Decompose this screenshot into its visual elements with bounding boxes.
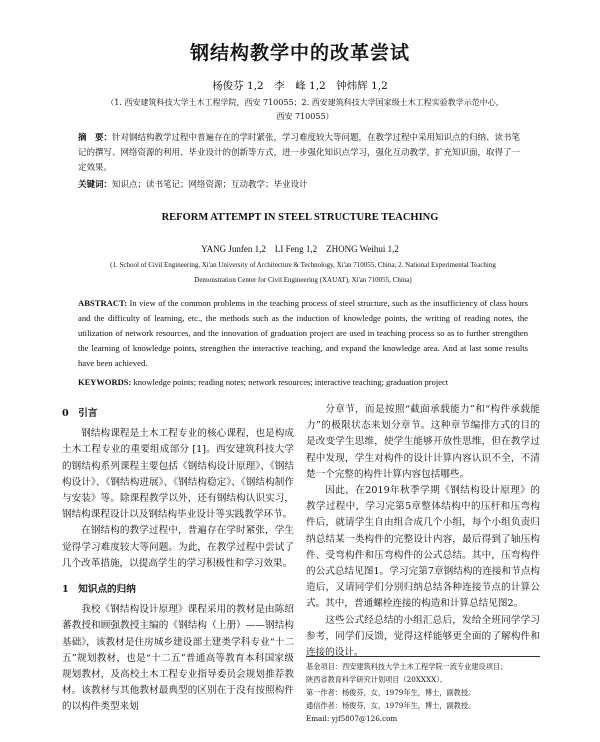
abstract-cn-text: 针对钢结构教学过程中普遍存在的学时紧张，学习难度较大等问题，在教学过程中采用知识点的归纳、读书笔记的撰写、网络资源的利用、毕业设计的创新等方式，进一步强化知识点学习，强化互动教学，扩充知识面，取得了一定效果。 xyxy=(78,133,521,173)
affiliation-en-line-2: Demonstration Center for Civil Engineering (XAUAT), Xi'an 710055, China) xyxy=(194,276,412,284)
authors-en: YANG Junfen 1,2 LI Feng 1,2 ZHONG Weihui 1,2 xyxy=(201,244,399,254)
paper-title-en: REFORM ATTEMPT IN STEEL STRUCTURE TEACHING xyxy=(161,212,439,223)
affiliation-en-line-1: (1. School of Civil Engineering, Xi'an University of Architecture & Technology, Xi'an 710055, China; 2. National Experimental Teaching xyxy=(110,261,496,269)
paragraph: 我校《钢结构设计原理》课程采用的教材是由陈绍蕃教授和顾强教授主编的《钢结构（上册）——钢结构基础》，该教材是住房城乡建设部土建类学科专业“十二五”规划教材，也是“十二五”普通高等教育本科国家级规划教材，及高校土木工程专业指导委员会规划推荐教材。该教材与其他教材最典型的区别在于没有按照构件的以构件类型来划 xyxy=(62,604,294,713)
keywords-en xyxy=(78,377,538,387)
paragraph: 这些公式经总结的小组汇总后，发给全班同学学习参考，同学们反馈，觉得这样能够更全面的了解构件和连接的设计。 xyxy=(306,614,540,659)
abstract-en-text: In view of the common problems in the teaching process of steel structure, such as the insufficiency of class hours and the difficulty of learning, etc., the methods such as the induction of knowledge points, the writing of reading notes, the utilization of network resources, and the innovation of graduation project are used in teaching process so as to further strengthen the learning of knowledge points, strengthen the interactive teaching, and expand the knowledge area. And at last some results have been achieved. xyxy=(78,298,528,368)
keywords-en-text: knowledge points; reading notes; network resources; interactive teaching; graduation project xyxy=(133,377,449,387)
body-column-right xyxy=(306,402,540,661)
keywords-cn xyxy=(78,178,528,190)
footnote-line: 通信作者：杨俊芬，女，1979年生，博士，副教授。 xyxy=(306,701,476,710)
affiliation-cn xyxy=(95,96,515,124)
keywords-cn-text: 知识点；读书笔记；网络资源；互动教学；毕业设计 xyxy=(112,180,308,190)
section-heading-knowledge-points: 1 知识点的归纳 xyxy=(62,584,136,596)
abstract-cn-label: 摘 要： xyxy=(78,133,113,143)
footnote-line: 第一作者：杨俊芬，女，1979年生，博士，副教授。 xyxy=(306,688,476,697)
keywords-cn-label: 关键词： xyxy=(78,180,113,190)
paragraph: 钢结构课程是土木工程专业的核心课程，也是构成土木工程专业的重要组成部分 [1]。西安建筑科技大学的钢结构系列课程主要包括《钢结构设计原理》、《钢结构设计》、《钢结构进展》、《钢结构稳定》、《钢结构制作与安装》等。除课程教学以外，还有钢结构认识实习，钢结构课程设计以及钢结构毕业设计等实践教学环节。 xyxy=(62,428,294,521)
paragraph: 分章节，而是按照“截面承载能力”和“构件承载能力”的极限状态来划分章节。这种章节编排方式的目的是改变学生思维，使学生能够开放性思维，但在教学过程中发现，学生对构件的设计计算内容认识不全，不清楚一个完整的构件计算内容包括哪些。 xyxy=(306,404,540,480)
paragraph: 因此，在2019年秋季学期《钢结构设计原理》的教学过程中，学习完第5章整体结构中的压杆和压弯构件后，就请学生自由组合成几个小组，每个小组负责归纳总结某一类构件的完整设计内容，最后得到了轴压构件、受弯构件和压弯构件的公式总结。其中，压弯构件的公式总结见图1。学习完第7章钢结构的连接和节点构造后，又请同学们分别归纳总结各种连接节点的计算公式。其中，普通螺栓连接的构造和计算总结见图2。 xyxy=(306,485,540,610)
abstract-en-label: ABSTRACT: xyxy=(78,298,128,308)
footnote-line: 基金项目：西安建筑科技大学土木工程学院一流专业建设项目； xyxy=(306,662,508,671)
abstract-cn xyxy=(78,131,528,176)
affiliation-cn-line-1: （1. 西安建筑科技大学土木工程学院，西安 710055；2. 西安建筑科技大学国家级土木工程实验教学示范中心， xyxy=(106,98,504,107)
footnote xyxy=(306,656,540,725)
section-heading-intro: 0 引言 xyxy=(62,408,98,419)
abstract-en xyxy=(78,296,528,371)
body-column-left xyxy=(62,402,294,716)
affiliation-cn-line-2: 西安 710055） xyxy=(276,112,334,121)
affiliation-en xyxy=(88,258,518,288)
authors-cn: 杨俊芬 1,2 李 峰 1,2 钟炜辉 1,2 xyxy=(212,80,388,92)
paragraph: 在钢结构的教学过程中，普遍存在学时紧张，学生觉得学习难度较大等问题。为此，在教学过程中尝试了几个改革措施，以提高学生的学习积极性和学习效果。 xyxy=(62,525,294,569)
footnote-line: 陕西省教育科学研究计划项目（20XXXX）。 xyxy=(306,675,448,684)
footnote-email: Email: yjf5807@126.com xyxy=(306,714,398,723)
keywords-en-label: KEYWORDS: xyxy=(78,377,132,387)
paper-title-cn: 钢结构教学中的改革尝试 xyxy=(189,42,410,64)
